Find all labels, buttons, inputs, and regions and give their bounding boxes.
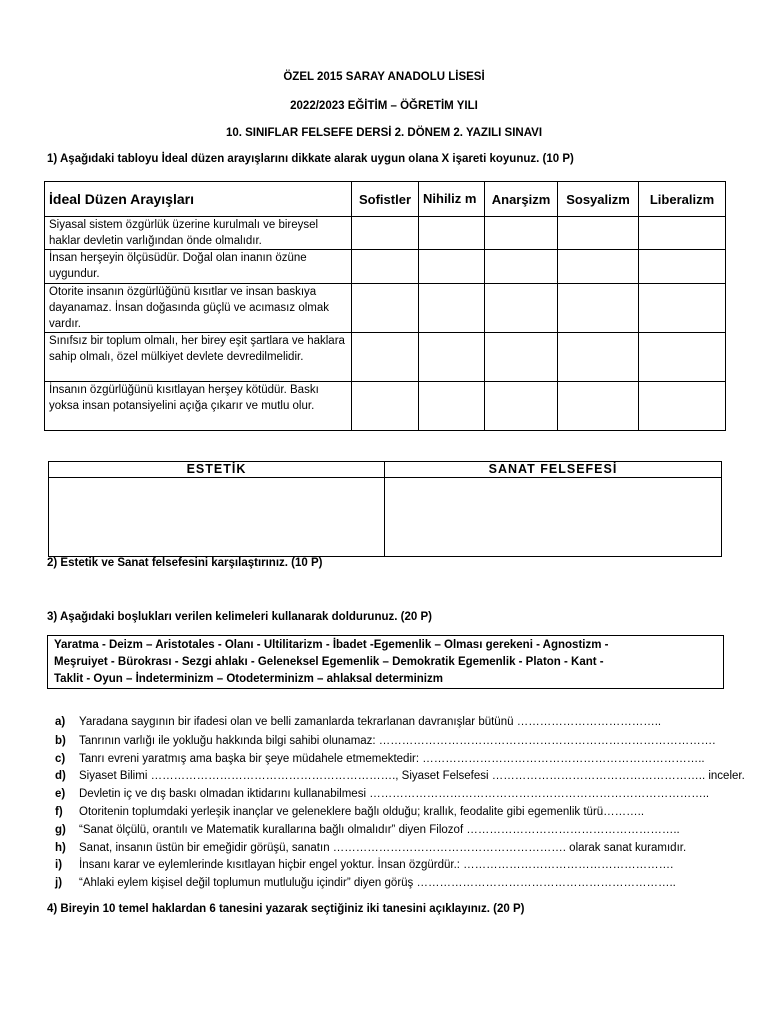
statement-cell: İnsanın özgürlüğünü kısıtlayan herşey kötüdür. Baskı yoksa insan potansiyelini açığa çıkarır ve mutlu olur. (45, 382, 352, 431)
table-row (45, 217, 726, 250)
word-bank (47, 635, 724, 689)
question-2-text: 2) Estetik ve Sanat felsefesini karşılaştırınız. (10 P) (47, 557, 323, 569)
answer-cell[interactable] (558, 217, 639, 250)
item-label: e) (55, 788, 66, 800)
statement-cell: Sınıfsız bir toplum olmalı, her birey eşit şartlara ve haklara sahip olmalı, özel mülkiyet devlete devredilmelidir. (45, 333, 352, 382)
item-label: h) (55, 842, 66, 854)
item-text: Tanrı evreni yaratmış ama başka bir şeye müdahele etmemektedir: ……………………………………………………………….. (79, 753, 705, 765)
answer-cell[interactable] (485, 333, 558, 382)
answer-cell[interactable] (639, 382, 726, 431)
fill-item (55, 803, 644, 821)
item-text: “Sanat ölçülü, orantılı ve Matematik kurallarına bağlı olmalıdır” diyen Filozof ……………………………………………….. (79, 824, 680, 836)
question-3-text: 3) Aşağıdaki boşlukları verilen kelimeleri kullanarak doldurunuz. (20 P) (47, 611, 432, 623)
table-row (45, 250, 726, 284)
fill-item (55, 856, 673, 874)
item-label: b) (55, 735, 66, 747)
answer-cell[interactable] (558, 382, 639, 431)
answer-cell[interactable] (485, 382, 558, 431)
fill-item (55, 767, 745, 785)
answer-cell[interactable] (352, 250, 419, 284)
item-label: j) (55, 877, 63, 889)
fill-item (55, 839, 686, 857)
item-label: d) (55, 770, 66, 782)
column-header-nihilizm: Nihiliz m (419, 182, 485, 217)
table-row (45, 333, 726, 382)
aesthetics-answer-area[interactable] (49, 478, 384, 556)
item-label: c) (55, 753, 66, 765)
question-4-text: 4) Bireyin 10 temel haklardan 6 tanesini yazarak seçtiğiniz iki tanesini açıklayınız. (20 P) (47, 903, 525, 915)
ideal-order-table (44, 181, 726, 431)
item-text: “Ahlaki eylem kişisel değil toplumun mutluluğu içindir” diyen görüş ………………………………………………………….. (79, 877, 676, 889)
table-row (45, 382, 726, 431)
item-label: a) (55, 716, 66, 728)
item-text: Siyaset Bilimi ………………………………………………………., Siyaset Felsefesi ……………………………………………….. inceler. (79, 770, 745, 782)
art-philosophy-header: SANAT FELSEFESİ (385, 462, 721, 478)
statement-cell: Otorite insanın özgürlüğünü kısıtlar ve insan baskıya dayanamaz. İnsan doğasında güçlü ve acımasız olmak vardır. (45, 284, 352, 333)
item-label: i) (55, 859, 63, 871)
school-name: ÖZEL 2015 SARAY ANADOLU LİSESİ (283, 71, 485, 83)
item-text: Yaradana saygının bir ifadesi olan ve belli zamanlarda tekrarlanan davranışlar bütünü ……………………………….. (79, 716, 662, 728)
column-header-ideal: İdeal Düzen Arayışları (45, 182, 352, 217)
exam-title: 10. SINIFLAR FELSEFE DERSİ 2. DÖNEM 2. YAZILI SINAVI (225, 127, 543, 139)
answer-cell[interactable] (485, 250, 558, 284)
column-header-sofistler: Sofistler (352, 182, 419, 217)
answer-cell[interactable] (419, 382, 485, 431)
item-text: Devletin iç ve dış baskı olmadan iktidarını kullanabilmesi …………………………………………………………………………….. (79, 788, 710, 800)
answer-cell[interactable] (485, 284, 558, 333)
fill-item (55, 785, 709, 803)
item-label: f) (55, 806, 63, 818)
fill-item (55, 821, 680, 839)
academic-year: 2022/2023 EĞİTİM – ÖĞRETİM YILI (290, 100, 478, 112)
table-row (45, 284, 726, 333)
fill-item (55, 713, 661, 731)
answer-cell[interactable] (352, 284, 419, 333)
answer-cell[interactable] (558, 250, 639, 284)
statement-cell: Siyasal sistem özgürlük üzerine kurulmalı ve bireysel haklar devletin varlığından önde olmalıdır. (45, 217, 352, 250)
statement-cell: İnsan herşeyin ölçüsüdür. Doğal olan inanın özüne uygundur. (45, 250, 352, 284)
answer-cell[interactable] (485, 217, 558, 250)
aesthetics-header: ESTETİK (49, 462, 384, 478)
fill-item (55, 732, 716, 750)
answer-cell[interactable] (639, 284, 726, 333)
fill-item (55, 750, 705, 768)
answer-cell[interactable] (419, 250, 485, 284)
answer-cell[interactable] (352, 217, 419, 250)
column-header-liberalizm: Liberalizm (639, 182, 726, 217)
answer-cell[interactable] (419, 333, 485, 382)
answer-cell[interactable] (419, 217, 485, 250)
item-label: g) (55, 824, 66, 836)
answer-cell[interactable] (352, 382, 419, 431)
answer-cell[interactable] (419, 284, 485, 333)
column-header-anarsizm: Anarşizm (485, 182, 558, 217)
word-bank-line: Taklit - Oyun – İndeterminizm – Otodeterminizm – ahlaksal determinizm (54, 673, 443, 685)
table-header-row (45, 182, 726, 217)
word-bank-line: Meşruiyet - Bürokrası - Sezgi ahlakı - Geleneksel Egemenlik – Demokratik Egemenlik - Platon - Kant - (54, 656, 604, 668)
item-text: Sanat, insanın üstün bir emeğidir görüşü, sanatın ……………………………………………………. olarak sanat kuramıdır. (79, 842, 687, 854)
answer-cell[interactable] (352, 333, 419, 382)
fill-item (55, 874, 676, 892)
answer-cell[interactable] (558, 284, 639, 333)
item-text: İnsanı karar ve eylemlerinde kısıtlayan hiçbir engel yoktur. İnsan özgürdür.: ………………………………………………. (79, 859, 674, 871)
aesthetics-comparison-box (48, 461, 722, 557)
item-text: Otoritenin toplumdaki yerleşik inançlar ve geleneklere bağlı olduğu; krallık, feodalite gibi egemenlik türü……….. (79, 806, 645, 818)
word-bank-line: Yaratma - Deizm – Aristotales - Olanı - Ultilitarizm - İbadet -Egemenlik – Olması gerekeni - Agnostizm - (54, 639, 609, 651)
item-text: Tanrının varlığı ile yokluğu hakkında bilgi sahibi olunamaz: ……………………………………………………………………………. (79, 735, 716, 747)
art-philosophy-answer-area[interactable] (385, 478, 721, 556)
answer-cell[interactable] (639, 333, 726, 382)
answer-cell[interactable] (639, 250, 726, 284)
question-1-text: 1) Aşağıdaki tabloyu İdeal düzen arayışlarını dikkate alarak uygun olana X işareti koyunuz. (10 P) (47, 153, 574, 165)
column-header-sosyalizm: Sosyalizm (558, 182, 639, 217)
answer-cell[interactable] (558, 333, 639, 382)
answer-cell[interactable] (639, 217, 726, 250)
